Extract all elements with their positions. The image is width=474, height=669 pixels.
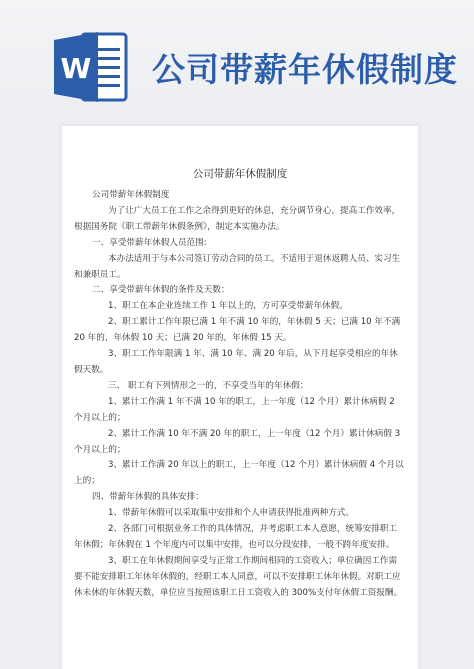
paragraph: 为了让广大员工在工作之余得到更好的休息，充分调节身心，提高工作效率，根据国务院《职工带薪年休假条例》，制定本实施办法。 <box>74 205 401 232</box>
paragraph: 公司带薪年休假制度 <box>92 190 170 200</box>
paragraph: 1、累计工作满 1 年不满 10 年的职工，上一年度（12 个月）累计休病假 2 个月以上的； <box>74 396 395 423</box>
document-page <box>62 126 418 669</box>
paragraph: 二、享受带薪年休假的条件及天数： <box>92 285 230 296</box>
paragraph: 1、带薪年休假可以采取集中安排和个人申请获得批准两种方式。 <box>108 508 355 519</box>
paragraph: 四、带薪年休假的具体安排： <box>92 492 204 503</box>
paragraph: 3、职工在年休假期间享受与正常工作期间相同的工资收入；单位确因工作需要不能安排职工年休年休假的，经职工本人同意，可以不安排职工休年休假。对职工应休未休的年休假天数，单位应当按照该职工日工资收入的 300%支付年休假工资报酬。 <box>74 555 403 598</box>
paragraph: 一、享受带薪年休假人员范围: <box>92 237 207 248</box>
paragraph: 2、职工累计工作年限已满 1 年不满 10 年的，年休假 5 天；已满 10 年不满 20 年的，年休假 10 天；已满 20 年的，年休假 15 天。 <box>74 317 401 344</box>
paragraph: 3、累计工作满 20 年以上的职工，上一年度（12 个月）累计休病假 4 个月以上的； <box>74 460 404 487</box>
document-body <box>74 188 404 602</box>
document-title: 公司带薪年休假制度 <box>192 168 288 180</box>
banner-title: 公司带薪年休假制度 <box>152 50 458 89</box>
paragraph: 本办法适用于与本公司签订劳动合同的员工。不适用于退休返聘人员、实习生和兼职员工。 <box>74 253 401 280</box>
paragraph: 三、 职工有下列情形之一的，不享受当年的年休假： <box>108 380 309 391</box>
paragraph: 3、职工工作年限满 1 年、满 10 年、满 20 年后，从下月起享受相应的年休假天数。 <box>74 349 398 375</box>
paragraph: 1、职工在本企业连续工作 1 年以上的，方可享受带薪年休假。 <box>108 301 348 312</box>
word-icon-letter: W <box>60 52 92 85</box>
word-icon <box>52 28 130 106</box>
paragraph: 2、各部门可根据业务工作的具体情况，并考虑职工本人意愿，统筹安排职工年休假；年休假在 1 个年度内可以集中安排，也可以分段安排，一般不跨年度安排。 <box>74 524 398 550</box>
paragraph: 2、累计工作满 10 年不满 20 年的职工，上一年度（12 个月）累计休病假 3 个月以上的； <box>74 428 401 455</box>
header-banner <box>0 0 474 118</box>
